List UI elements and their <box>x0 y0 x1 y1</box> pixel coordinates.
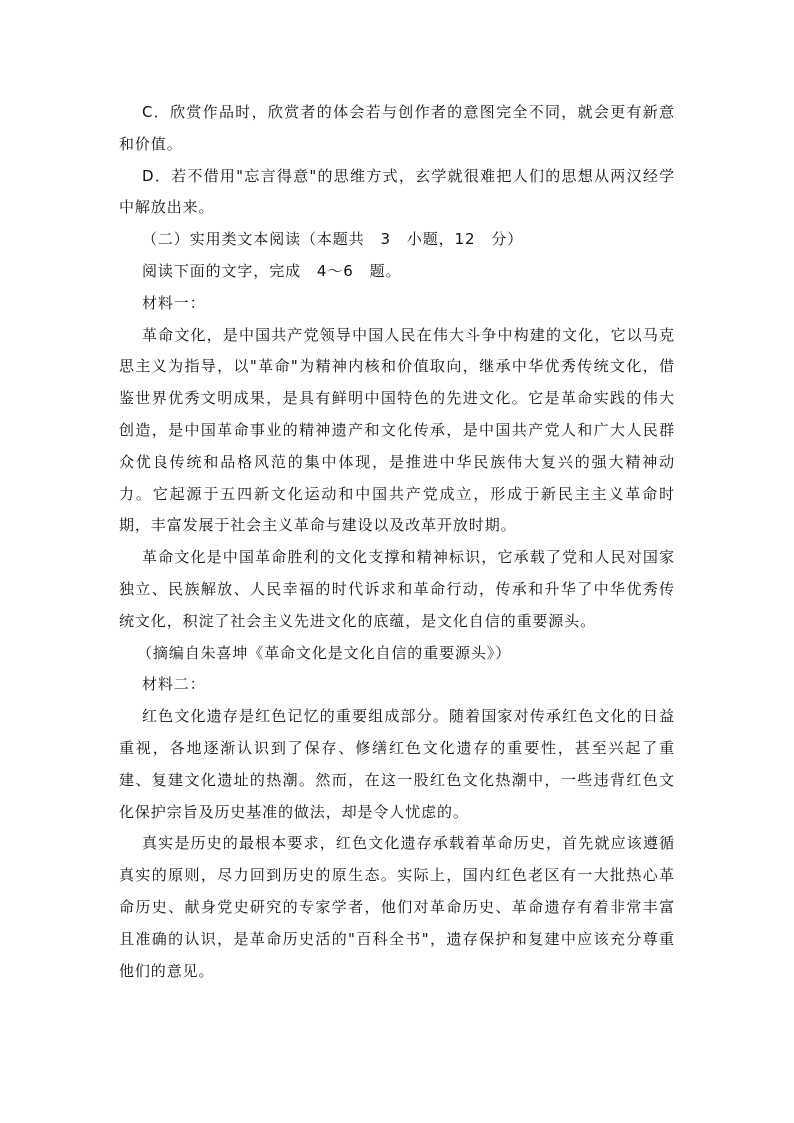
material-one-paragraph-1: 革命文化，是中国共产党领导中国人民在伟大斗争中构建的文化，它以马克思主义为指导，以"革命"为精神内核和价值取向，继承中华优秀传统文化，借鉴世界优秀文明成果，是具有鲜明中国特色的先进文化。它是革命实践的伟大创造，是中国革命事业的精神遗产和文化传承，是中国共产党人和广大人民群众优良传统和品格风范的集中体现，是推进中华民族伟大复兴的强大精神动力。它起源于五四新文化运动和中国共产党成立，形成于新民主主义革命时期，丰富发展于社会主义革命与建设以及改革开放时期。 <box>119 325 675 535</box>
material-one-label: 材料一： <box>142 293 206 312</box>
document-page <box>119 97 675 987</box>
material-two-label: 材料二： <box>142 675 206 694</box>
material-two-paragraph-1: 红色文化遗存是红色记忆的重要组成部分。随着国家对传承红色文化的日益重视，各地逐渐认识到了保存、修缮红色文化遗存的重要性，甚至兴起了重建、复建文化遗址的热潮。然而，在这一股红色文化热潮中，一些违背红色文化保护宗旨及历史基准的做法，却是令人忧虑的。 <box>119 707 675 821</box>
option-c-paragraph: C．欣赏作品时，欣赏者的体会若与创作者的意图完全不同，就会更有新意和价值。 <box>119 103 675 153</box>
material-one-paragraph-2: 革命文化是中国革命胜利的文化支撑和精神标识，它承载了党和人民对国家独立、民族解放、人民幸福的时代诉求和革命行动，传承和升华了中华优秀传统文化，积淀了社会主义先进文化的底蕴，是文化自信的重要源头。 <box>119 548 675 630</box>
reading-instruction: 阅读下面的文字，完成 4～6 题。 <box>142 261 402 280</box>
option-d-paragraph: D．若不借用"忘言得意"的思维方式，玄学就很难把人们的思想从两汉经学中解放出来。 <box>119 166 675 217</box>
material-two-paragraph-2: 真实是历史的最根本要求，红色文化遗存承载着革命历史，首先就应该遵循真实的原则，尽力回到历史的原生态。实际上，国内红色老区有一大批热心革命历史、献身党史研究的专家学者，他们对革命历史、革命遗存有着非常丰富且准确的认识，是革命历史活的"百科全书"，遗存保护和复建中应该充分尊重他们的意见。 <box>119 834 675 980</box>
material-one-source: （摘编自朱喜坤《革命文化是文化自信的重要源头》） <box>137 643 512 662</box>
section-heading: （二）实用类文本阅读（本题共 3 小题，12 分） <box>142 230 524 249</box>
